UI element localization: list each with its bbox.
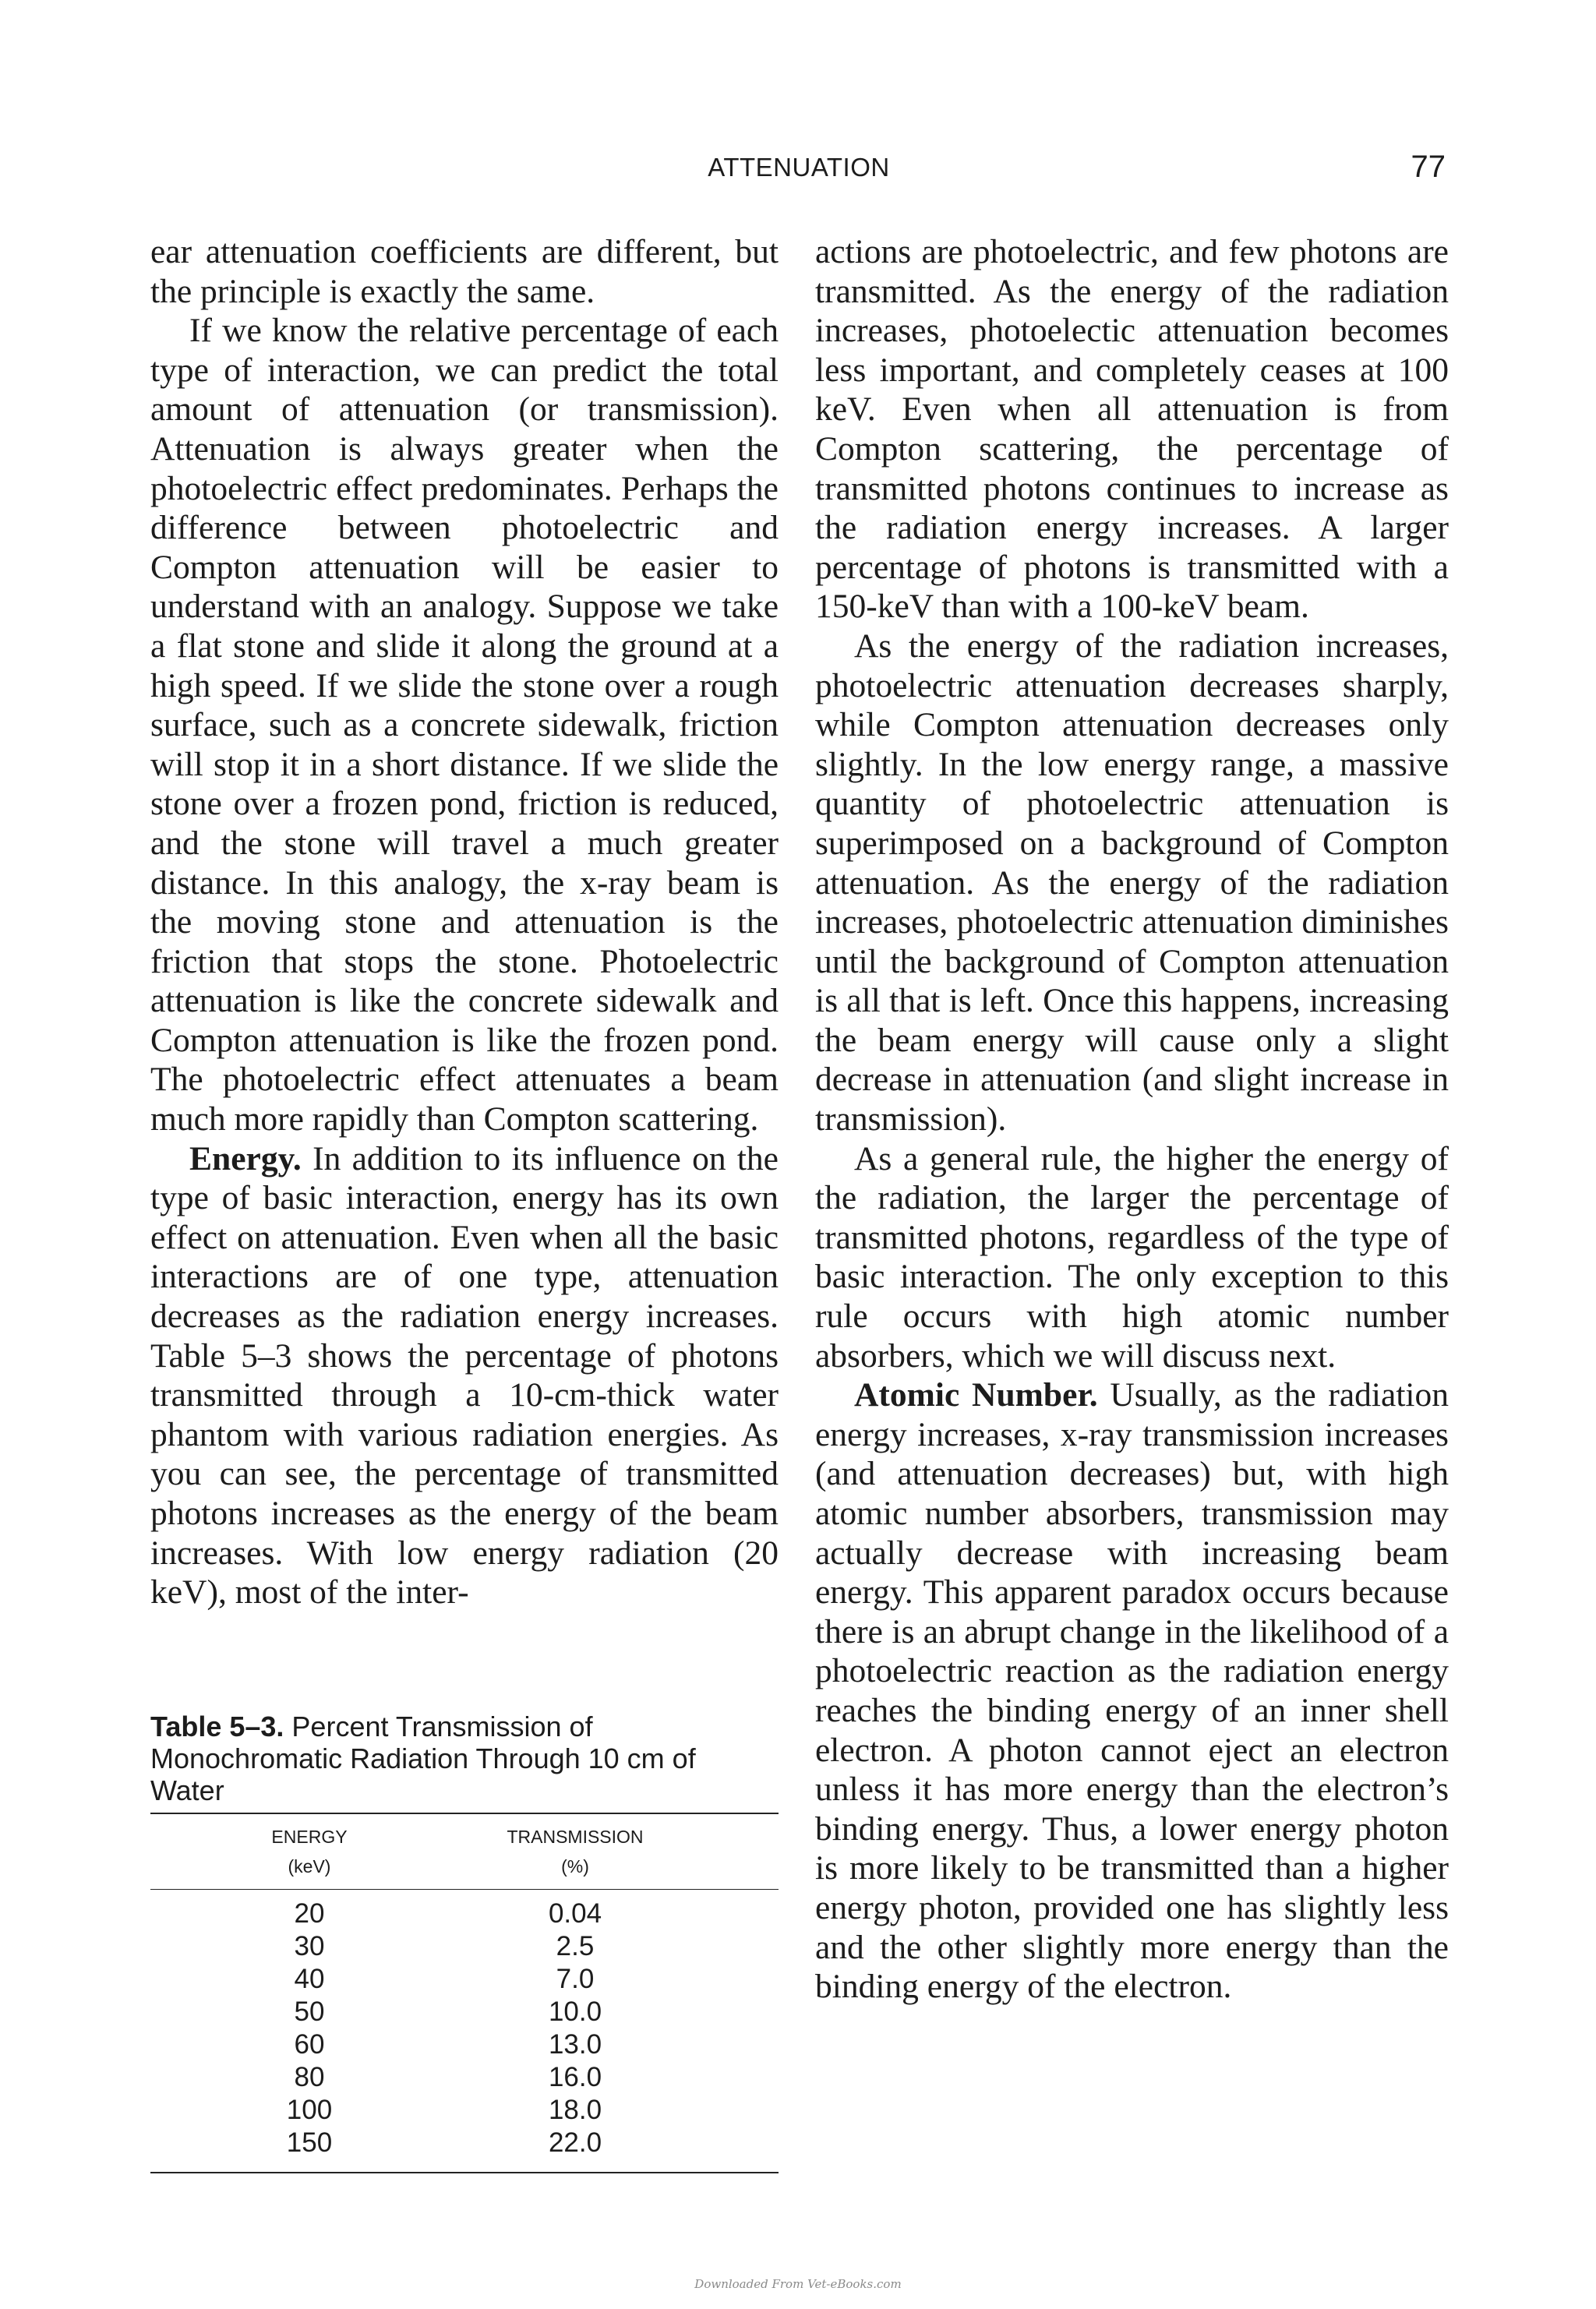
energy-cell: 60 xyxy=(294,2029,325,2060)
column-header-transmission xyxy=(486,1822,665,1881)
column-header-energy xyxy=(231,1822,387,1881)
paragraph xyxy=(150,1139,779,1612)
page-header xyxy=(0,150,1596,193)
paragraph: If we know the relative percentage of each type of interaction, we can predict the total amount of attenuation (or transmission). Attenuation is always greater when the photoelectric effect predominates. Perhaps the difference between photoelectric and Compton attenuation will be easier to understand with an analogy. Suppose we take a flat stone and slide it along the ground at a high speed. If we slide the stone over a rough surface, such as a concrete sidewalk, friction will stop it in a short distance. If we slide the stone over a frozen pond, friction is reduced, and the stone will travel a much greater distance. In this analogy, the x-ray beam is the moving stone and attenuation is the friction that stops the stone. Photoelectric attenuation is like the concrete sidewalk and Compton attenuation is like the frozen pond. The photoelectric effect attenuates a beam much more rapidly than Compton scattering. xyxy=(150,312,779,1139)
energy-cell: 150 xyxy=(286,2127,333,2158)
transmission-cell: 22.0 xyxy=(548,2127,602,2158)
table-bottom-rule xyxy=(150,2172,779,2173)
table-caption-label: Table 5–3. xyxy=(150,1711,284,1742)
transmission-cell: 2.5 xyxy=(556,1931,595,1961)
table-header-row xyxy=(150,1814,779,1889)
table-row xyxy=(150,2094,779,2127)
run-in-heading: Energy. xyxy=(189,1139,302,1177)
table-row xyxy=(150,1930,779,1963)
paragraph-body: Usually, as the radiation energy increases, x-ray transmission increases (and attenuation decreases) but, with high atomic number absorbers, transmission may actually decrease with increasing beam energy. This apparent paradox occurs because there is an abrupt change in the likelihood of a photoelectric reaction as the radiation energy reaches the binding energy of an inner shell electron. A photon cannot eject an electron unless it has more energy than the electron’s binding energy. Thus, a lower energy photon is more likely to be transmitted than a higher energy photon, provided one has slightly less and the other slightly more energy than the binding energy of the electron. xyxy=(815,1376,1449,2006)
left-column xyxy=(150,232,779,1612)
table-row xyxy=(150,1898,779,1930)
page-number: 77 xyxy=(1411,150,1446,184)
transmission-cell: 18.0 xyxy=(548,2095,602,2125)
transmission-cell: 13.0 xyxy=(548,2029,602,2060)
column-header-transmission-name: TRANSMISSION xyxy=(507,1827,644,1847)
transmission-cell: 7.0 xyxy=(556,1964,595,1994)
column-header-energy-unit: (keV) xyxy=(288,1856,331,1877)
running-head: ATTENUATION xyxy=(708,153,890,182)
run-in-heading: Atomic Number. xyxy=(854,1376,1098,1414)
energy-cell: 20 xyxy=(294,1898,325,1929)
energy-cell: 40 xyxy=(294,1964,325,1994)
paragraph: As the energy of the radiation increases, photoelectric attenuation decreases sharply, while Compton attenuation decreases only slightly. In the low energy range, a massive quantity of photoelectric attenuation is superimposed on a background of Compton attenuation. As the energy of the radiation increases, photoelectric attenuation diminishes until the background of Compton attenuation is all that is left. Once this happens, increasing the beam energy will cause only a slight decrease in attenuation (and slight increase in transmission). xyxy=(815,627,1449,1139)
right-column xyxy=(815,232,1449,2007)
energy-cell: 30 xyxy=(294,1931,325,1961)
column-header-transmission-unit: (%) xyxy=(561,1856,589,1877)
energy-cell: 100 xyxy=(286,2095,333,2125)
download-watermark: Downloaded From Vet-eBooks.com xyxy=(694,2277,902,2291)
paragraph xyxy=(815,1375,1449,2007)
paragraph-body: In addition to its influence on the type of basic interaction, energy has its own effect on attenuation. Even when all the basic interactions are of one type, attenuation decreases as the radiation energy increases. Table 5–3 shows the percentage of photons transmitted through a 10-cm-thick water phantom with various radiation energies. As you can see, the percentage of transmitted photons increases as the energy of the beam increases. With low energy radiation (20 keV), most of the inter- xyxy=(150,1139,779,1612)
table-caption xyxy=(150,1711,696,1806)
table-5-3 xyxy=(150,1711,779,2173)
table-body xyxy=(150,1890,779,2172)
paragraph: actions are photoelectric, and few photons are transmitted. As the energy of the radiation increases, photoelectic attenuation becomes less important, and completely ceases at 100 keV. Even when all attenuation is from Compton scattering, the percentage of transmitted photons continues to increase as the radiation energy increases. A larger percentage of photons is transmitted with a 150-keV than with a 100-keV beam. xyxy=(815,233,1449,626)
table-row xyxy=(150,2127,779,2159)
transmission-cell: 16.0 xyxy=(548,2062,602,2092)
paragraph: As a general rule, the higher the energy of the radiation, the larger the percentage of transmitted photons, regardless of the type of basic interaction. The only exception to this rule occurs with high atomic number absorbers, which we will discuss next. xyxy=(815,1139,1449,1375)
column-header-energy-name: ENERGY xyxy=(271,1827,348,1847)
table-row xyxy=(150,1963,779,1996)
paragraph: ear attenuation coefficients are different, but the principle is exactly the same. xyxy=(150,233,779,310)
table-row xyxy=(150,2028,779,2061)
energy-cell: 50 xyxy=(294,1997,325,2027)
transmission-cell: 0.04 xyxy=(548,1898,602,1929)
transmission-cell: 10.0 xyxy=(548,1997,602,2027)
table-row xyxy=(150,2061,779,2094)
table-caption-text: Percent Transmission of Monochromatic Radiation Through 10 cm of Water xyxy=(150,1711,696,1806)
table-row xyxy=(150,1996,779,2028)
energy-cell: 80 xyxy=(294,2062,325,2092)
